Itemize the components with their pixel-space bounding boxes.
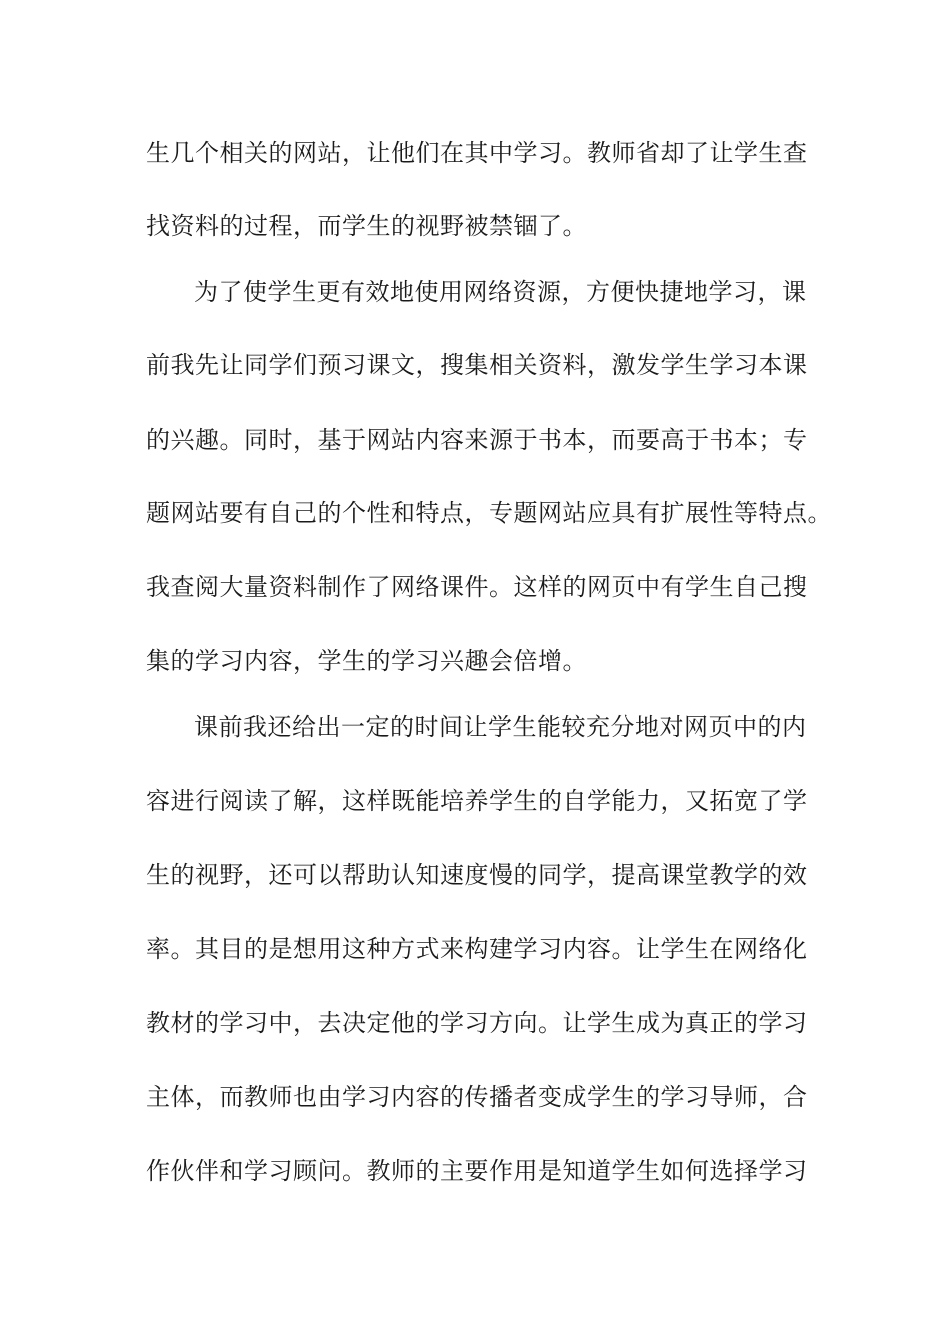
text-line: 找资料的过程，而学生的视野被禁锢了。 [146, 212, 587, 240]
text-line: 作伙伴和学习顾问。教师的主要作用是知道学生如何选择学习 [146, 1157, 808, 1185]
text-line: 率。其目的是想用这种方式来构建学习内容。让学生在网络化 [146, 935, 808, 963]
paragraph-first-line: 为了使学生更有效地使用网络资源，方便快捷地学习，课 [194, 278, 807, 306]
text-line: 容进行阅读了解，这样既能培养学生的自学能力，又拓宽了学 [146, 787, 808, 815]
text-line: 生的视野，还可以帮助认知速度慢的同学，提高课堂教学的效 [146, 861, 808, 889]
paragraph-first-line: 课前我还给出一定的时间让学生能较充分地对网页中的内 [194, 713, 807, 741]
text-line: 的兴趣。同时，基于网站内容来源于书本，而要高于书本；专 [146, 426, 808, 454]
text-line: 生几个相关的网站，让他们在其中学习。教师省却了让学生查 [146, 139, 808, 167]
text-line: 教材的学习中，去决定他的学习方向。让学生成为真正的学习 [146, 1009, 808, 1037]
text-line: 集的学习内容，学生的学习兴趣会倍增。 [146, 647, 587, 675]
text-line: 题网站要有自己的个性和特点，专题网站应具有扩展性等特点。 [146, 499, 832, 527]
text-line: 主体，而教师也由学习内容的传播者变成学生的学习导师，合 [146, 1083, 808, 1111]
text-line: 前我先让同学们预习课文，搜集相关资料，激发学生学习本课 [146, 351, 808, 379]
text-line: 我查阅大量资料制作了网络课件。这样的网页中有学生自己搜 [146, 573, 808, 601]
